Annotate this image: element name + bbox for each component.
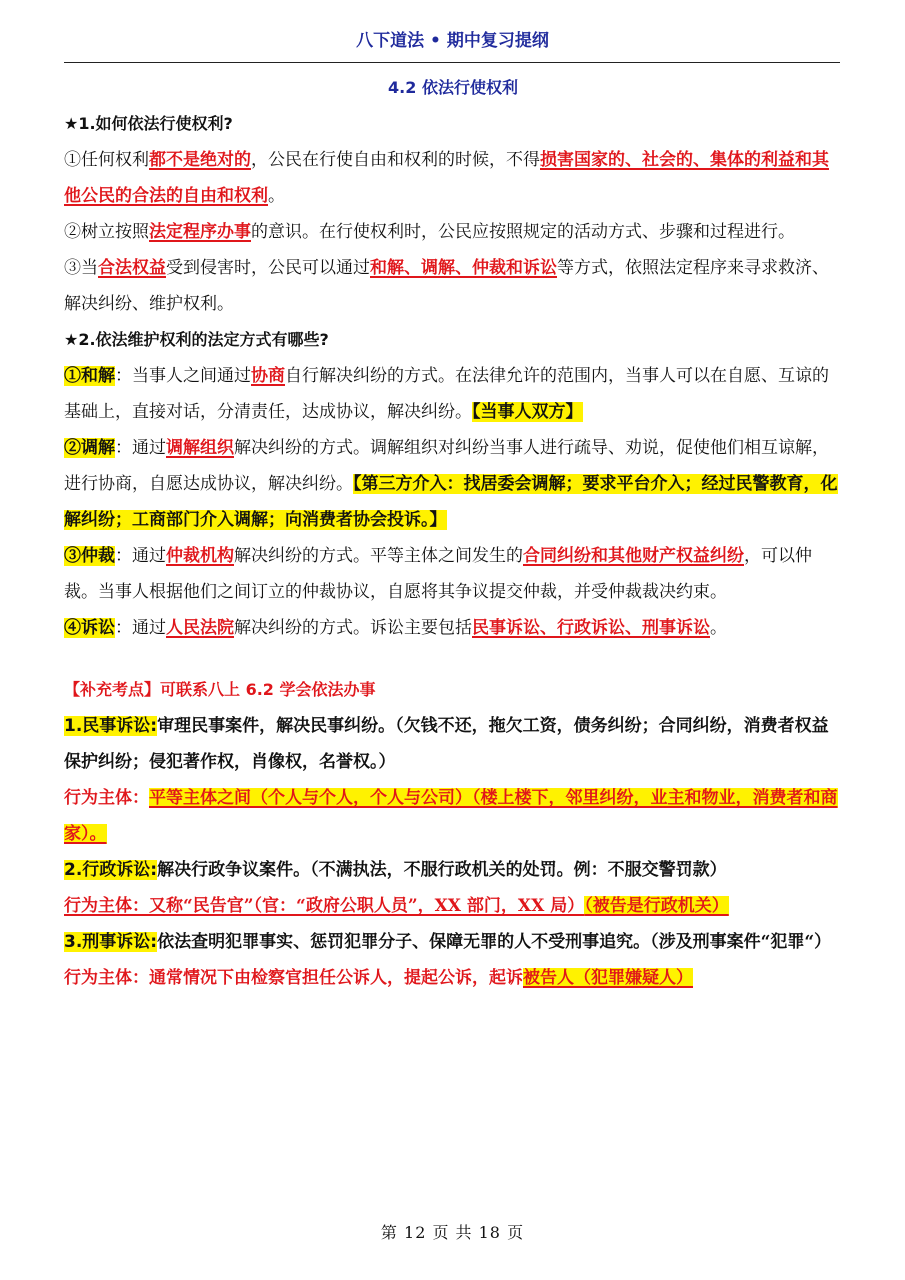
keyword: 和解、调解、仲裁和诉讼 — [370, 258, 557, 278]
lawsuit-label: 2.行政诉讼: — [64, 860, 158, 880]
keyword: 仲裁机构 — [166, 546, 234, 566]
lawsuit-label: 3.刑事诉讼: — [64, 932, 158, 952]
keyword: 法定程序办事 — [149, 222, 251, 242]
question-2-title: ★2.依法维护权利的法定方式有哪些? — [64, 330, 329, 349]
keyword: 都不是绝对的 — [149, 150, 251, 170]
keyword: 合同纠纷和其他财产权益纠纷 — [523, 546, 744, 566]
supp-minshi: 1.民事诉讼:审理民事案件，解决民事纠纷。（欠钱不还，拖欠工资，债务纠纷；合同纠纷，消费者权益保护纠纷；侵犯著作权，肖像权，名誉权。） — [64, 716, 829, 772]
section-title: 4.2 依法行使权利 — [388, 78, 518, 97]
method-hejie: ①和解：当事人之间通过协商自行解决纠纷的方式。在法律允许的范围内，当事人可以在自愿、互谅的基础上，直接对话，分清责任，达成协议，解决纠纷。【当事人双方】 — [64, 366, 829, 422]
method-label: ②调解 — [64, 438, 115, 458]
lawsuit-label: 1.民事诉讼: — [64, 716, 158, 736]
spacer — [64, 646, 842, 672]
supp-xingshi-subject: 行为主体：通常情况下由检察官担任公诉人，提起公诉，起诉被告人（犯罪嫌疑人） — [64, 968, 693, 988]
page-number: 第 12 页 共 18 页 — [380, 1223, 525, 1242]
subject-highlight: 被告人（犯罪嫌疑人） — [523, 968, 693, 988]
q1-point-1: ①任何权利都不是绝对的，公民在行使自由和权利的时候，不得损害国家的、社会的、集体的利益和其他公民的合法的自由和权利。 — [64, 150, 829, 206]
keyword: 损害国家的、社会的、集体的利益和其他公民的合法的自由和权利 — [64, 150, 829, 206]
supplement-title: 【补充考点】可联系八上 6.2 学会依法办事 — [64, 680, 376, 699]
method-label: ①和解 — [64, 366, 115, 386]
header-divider — [64, 62, 840, 63]
page-content — [64, 70, 842, 996]
supp-xingzheng-subject: 行为主体：又称“民告官”（官：“政府公职人员”，XX 部门，XX 局）（被告是行政机关） — [64, 896, 729, 916]
keyword: 调解组织 — [166, 438, 234, 458]
method-susong: ④诉讼：通过人民法院解决纠纷的方式。诉讼主要包括民事诉讼、行政诉讼、刑事诉讼。 — [64, 618, 727, 638]
method-tiaojie: ②调解：通过调解组织解决纠纷的方式。调解组织对纠纷当事人进行疏导、劝说，促使他们相互谅解，进行协商，自愿达成协议，解决纠纷。【第三方介入：找居委会调解；要求平台介入；经过民警教育，化解纠纷；工商部门介入调解；向消费者协会投诉。】 — [64, 438, 838, 530]
document-header: 八下道法 • 期中复习提纲 — [356, 31, 549, 51]
tag-note: 【当事人双方】 — [472, 402, 583, 422]
question-1-title: ★1.如何依法行使权利? — [64, 114, 233, 133]
tag-note: 【第三方介入：找居委会调解；要求平台介入；经过民警教育，化解纠纷；工商部门介入调解；向消费者协会投诉。】 — [64, 474, 838, 530]
keyword: 民事诉讼、行政诉讼、刑事诉讼 — [472, 618, 710, 638]
method-label: ③仲裁 — [64, 546, 115, 566]
q1-point-2: ②树立按照法定程序办事的意识。在行使权利时，公民应按照规定的活动方式、步骤和过程进行。 — [64, 222, 795, 242]
keyword: 合法权益 — [98, 258, 166, 278]
method-zhongcai: ③仲裁：通过仲裁机构解决纠纷的方式。平等主体之间发生的合同纠纷和其他财产权益纠纷，可以仲裁。当事人根据他们之间订立的仲裁协议，自愿将其争议提交仲裁，并受仲裁裁决约束。 — [64, 546, 812, 602]
supp-minshi-subject: 行为主体：平等主体之间（个人与个人，个人与公司）（楼上楼下，邻里纠纷，业主和物业，消费者和商家）。 — [64, 788, 838, 844]
subject-highlight: （被告是行政机关） — [584, 896, 729, 916]
keyword: 人民法院 — [166, 618, 234, 638]
keyword: 协商 — [251, 366, 285, 386]
supp-xingzheng: 2.行政诉讼:解决行政争议案件。（不满执法，不服行政机关的处罚。例：不服交警罚款） — [64, 860, 727, 880]
supp-xingshi: 3.刑事诉讼:依法查明犯罪事实、惩罚犯罪分子、保障无罪的人不受刑事追究。（涉及刑事案件“犯罪“） — [64, 932, 832, 952]
subject-highlight: 平等主体之间（个人与个人，个人与公司）（楼上楼下，邻里纠纷，业主和物业，消费者和商家）。 — [64, 788, 838, 844]
q1-point-3: ③当合法权益受到侵害时，公民可以通过和解、调解、仲裁和诉讼等方式，依照法定程序来寻求救济、解决纠纷、维护权利。 — [64, 258, 829, 314]
method-label: ④诉讼 — [64, 618, 115, 638]
